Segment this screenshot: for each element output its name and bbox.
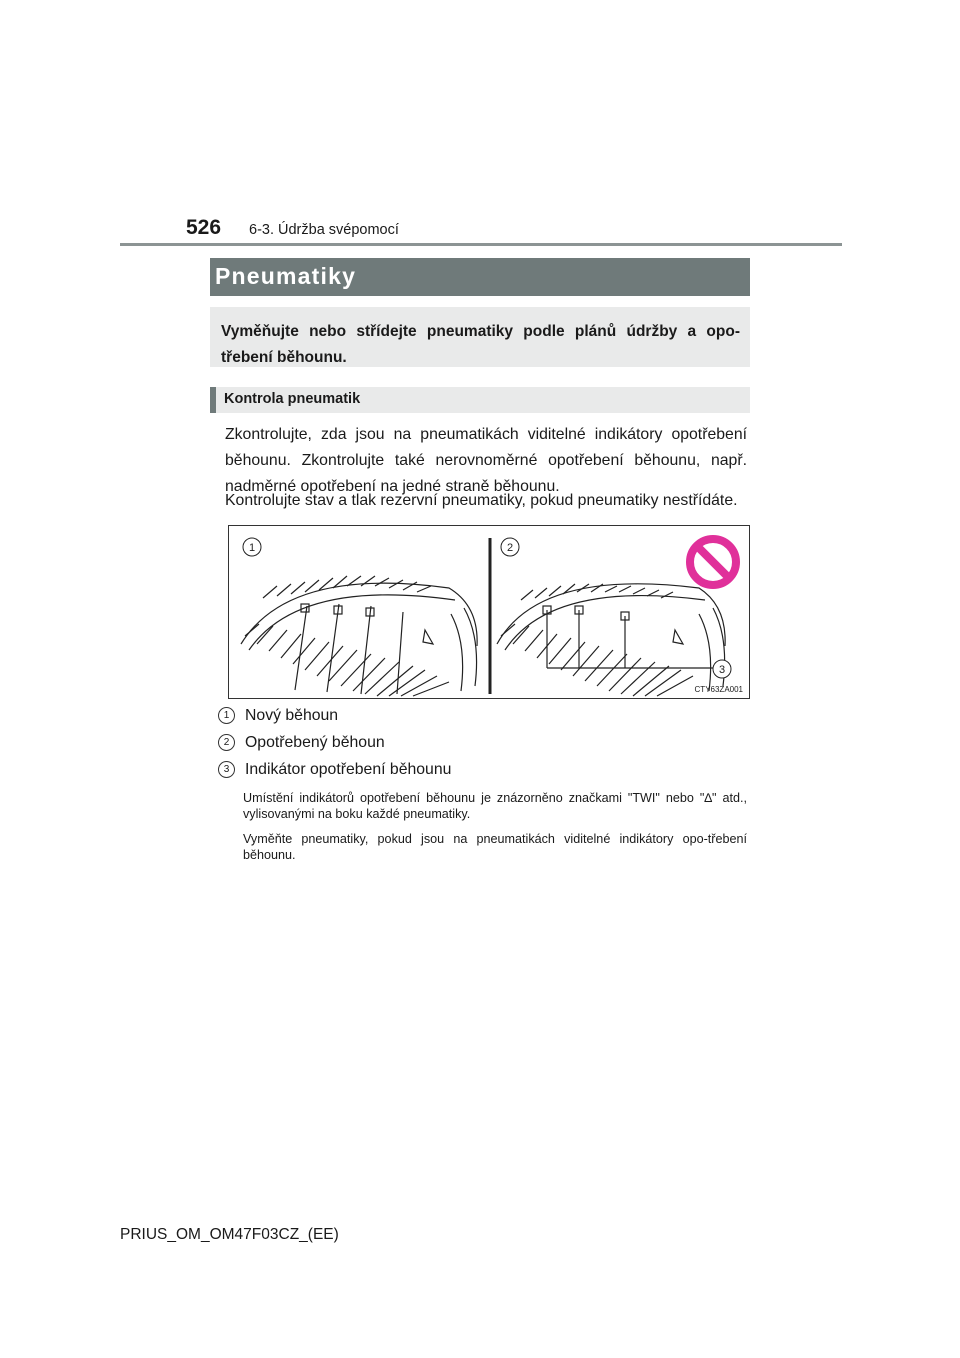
paragraph-tread-check: Zkontrolujte, zda jsou na pneumatikách viditelné indikátory opotřebení běhounu. Zkontrolujte také nerovnoměrné opotřebení běhounu, např. nadměrné opotřebení na jedné straně běhounu. bbox=[225, 426, 747, 495]
legend-item bbox=[218, 761, 451, 779]
legend-item bbox=[218, 707, 338, 725]
paragraph-spare-tire: Kontrolujte stav a tlak rezervní pneumatiky, pokud pneumatiky nestřídáte. bbox=[225, 492, 738, 509]
intro-box: Vyměňujte nebo střídejte pneumatiky podle plánů údržby a opo-třebení běhounu. bbox=[210, 307, 750, 367]
callout-2 bbox=[501, 538, 519, 556]
note-twi-location: Umístění indikátorů opotřebení běhounu je znázorněno značkami "TWI" nebo "∆" atd., vylisovanými na boku každé pneumatiky. bbox=[243, 791, 747, 821]
worn-tread-tire bbox=[497, 584, 725, 696]
page-number: 526 bbox=[186, 216, 222, 239]
tire-tread-figure bbox=[228, 525, 750, 699]
figure-code: CTY63ZA001 bbox=[694, 685, 743, 694]
callout-3 bbox=[713, 660, 731, 678]
legend-text: Indikátor opotřebení běhounu bbox=[245, 761, 452, 778]
document-code-footer: PRIUS_OM_OM47F03CZ_(EE) bbox=[120, 1226, 339, 1243]
page-title: Pneumatiky bbox=[210, 258, 750, 296]
callout-1 bbox=[243, 538, 261, 556]
header-divider bbox=[120, 243, 842, 246]
callout-2-label: 2 bbox=[506, 542, 514, 554]
legend-text: Nový běhoun bbox=[245, 707, 339, 724]
tire-illustration bbox=[229, 526, 751, 700]
new-tread-tire bbox=[241, 576, 477, 696]
callout-3-label: 3 bbox=[718, 664, 726, 676]
legend-number: 2 bbox=[218, 734, 235, 751]
prohibition-icon bbox=[690, 539, 736, 585]
legend-item bbox=[218, 734, 385, 752]
running-header: 6-3. Údržba svépomocí bbox=[249, 222, 399, 238]
note-replace-tires: Vyměňte pneumatiky, pokud jsou na pneumatikách viditelné indikátory opo-třebení běhounu. bbox=[243, 832, 747, 862]
callout-1-label: 1 bbox=[248, 542, 256, 554]
legend-number: 3 bbox=[218, 761, 235, 778]
legend-text: Opotřebený běhoun bbox=[245, 734, 385, 751]
section-heading: Kontrola pneumatik bbox=[210, 387, 750, 413]
legend-number: 1 bbox=[218, 707, 235, 724]
